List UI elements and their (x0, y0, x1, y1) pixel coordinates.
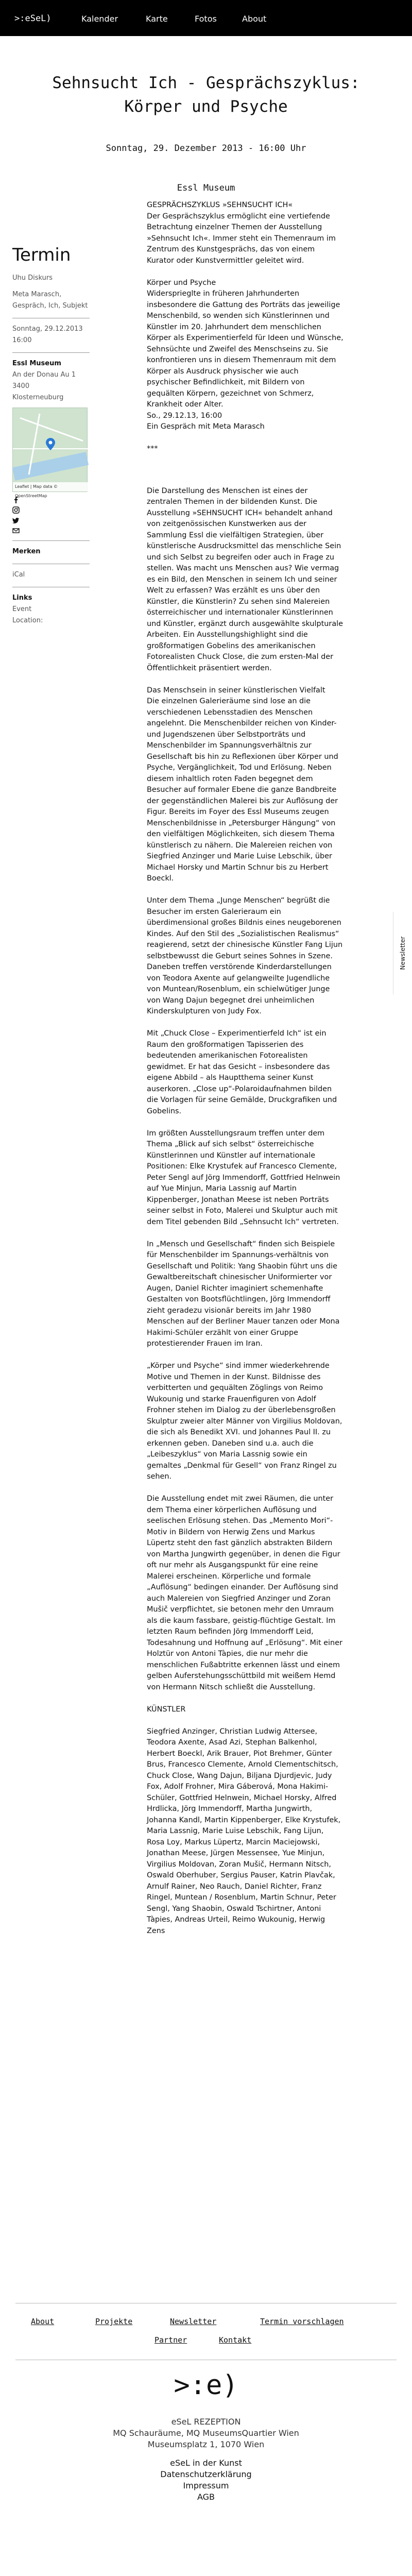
paragraph-chuck-close: Mit „Chuck Close – Experimentierfeld Ich“ ist ein Raum den großformatigen Tapisserien des bedeutenden amerikanischen Fotorealisten gewidmet. Er hat das Gesicht – insbesondere das eigene Abbild – als Hauptthema seiner Kunst auserkoren. „Close up“-Polaroidaufnahmen bilden die Vorlagen für seine Gemälde, Druckgrafiken und Gobelins. (147, 1029, 337, 1115)
location-map[interactable] (12, 408, 88, 498)
footer-link-partner[interactable]: Partner (154, 2335, 187, 2345)
footer-info (0, 2416, 412, 2503)
event-date: Sonntag, 29. Dezember 2013 - 16:00 Uhr (106, 143, 306, 154)
nav-karte[interactable]: Karte (146, 14, 168, 24)
artists-heading: KÜNSTLER (147, 1705, 186, 1714)
paragraph-koerper-psyche: Körper und Psyche Widersprieglte in früheren Jahrhunderten insbesondere die Gattung des Porträts das jeweilige Menschenbild, so wenden sich Künstlerinnen und Künstler im 20. Jahrhundert dem menschlichen Körper als Experimentierfeld für Ideen und Wünsche, Sehnsüchte und Zweifel des Menschseins zu. Sie konfrontieren uns in diesem Themenraum mit dem Körper als Ausdruck physischer wie auch psychischer Befindlichkeit, mit Bildern von gequälten Körpern, gezeichnet von Schmerz, Krankheit oder Alter. So., 29.12.13, 16:00 Ein Gespräch mit Meta Marasch (147, 278, 344, 431)
map-marker-icon[interactable] (46, 438, 55, 450)
nav-about[interactable]: About (242, 14, 267, 24)
newsletter-tab-label: Newsletter (399, 936, 406, 970)
paragraph-intro: GESPRÄCHSZYKLUS »SEHNSUCHT ICH« Der Gesprächszyklus ermöglicht eine vertiefende Betrachtung einzelner Themen der Ausstellung »Sehnsucht Ich«. Immer steht ein Themenraum im Zentrum des Kunstgesprächs, das von einem Kurator oder Kunstvermittler geleitet wird. (147, 201, 336, 265)
footer-link-termin-vorschlagen[interactable]: Termin vorschlagen (260, 2317, 344, 2326)
bookmark-label[interactable]: Merken (12, 548, 41, 555)
social-icons (12, 496, 90, 534)
instagram-icon[interactable] (12, 506, 20, 514)
footer-link-about[interactable]: About (31, 2317, 55, 2326)
footer-org-name: eSeL REZEPTION (171, 2417, 241, 2427)
sidebar-time: Uhu Diskurs (12, 274, 53, 282)
map-attribution[interactable]: Leaflet | Map data © OpenStreetMap (13, 482, 88, 492)
event-link[interactable]: Event (12, 605, 32, 613)
links-heading: Links (12, 594, 32, 602)
event-description (147, 200, 344, 1948)
sidebar-venue-name[interactable]: Essl Museum (12, 360, 61, 367)
footer-link-agb[interactable]: AGB (197, 2492, 215, 2502)
paragraph-mensch-gesellschaft: In „Mensch und Gesellschaft“ finden sich Beispiele für Menschenbilder im Spannungs-verhältnis von Gesellschaft und Politik: Yang Shaobin führt uns die Gewaltbereitschaft chinesischer Uniformierter vor Augen, Daniel Richter imaginiert schemenhafte Gestalten von Bootsflüchtlingen, Jörg Immendorff zieht geradezu visionär bereits im Jahr 1980 Menschen auf der Berliner Mauer tanzen oder Mona Hakimi-Schüler erzählt von einer Gruppe protestierender Frauen im Iran. (147, 1240, 340, 1348)
footer-logo[interactable]: >:e) (174, 2370, 238, 2401)
paragraph-vielfalt: Das Menschsein in seiner künstlerischen Vielfalt Die einzelnen Galerieräume sind lose an die verschiedenen Lebensstadien des Menschen angelehnt. Die Menschenbilder reichen von Kinder- und Jugendszenen über Selbstporträts und Menschenbilder im Spannungsverhältnis zur Gesellschaft bis hin zu Reflexionen über Körper und Psyche, Vergänglichkeit, Tod und Erlösung. Neben diesem inhaltlich roten Faden begegnet dem Besucher auf formaler Ebene die ganze Bandbreite der gegenständlichen Malerei bis zur Auflösung der Figur. Bereits im Foyer des Essl Museums zeugen Menschenbildnisse in „Petersburger Hängung“ von den vielfältigen Möglichkeiten, sich diesem Thema künstlerisch zu nähern. Die Malereien reichen von Siegfried Anzinger und Marie Luise Lebschik, über Michael Horsky und Martin Schnur bis zu Herbert Boeckl. (147, 686, 338, 883)
footer-link-impressum[interactable]: Impressum (183, 2481, 229, 2490)
footer-links (0, 2312, 412, 2353)
footer-address-line-1: MQ Schauräume, MQ MuseumsQuartier Wien (113, 2428, 299, 2438)
email-icon[interactable] (12, 527, 20, 534)
event-sidebar (12, 245, 90, 626)
event-title (0, 71, 412, 118)
top-navigation-bar (0, 0, 412, 36)
paragraph-ausstellung-endet: Die Ausstellung endet mit zwei Räumen, die unter dem Thema einer körperlichen Auflösung und seelischen Erlösung stehen. Das „Memento Mori“-Motiv in Bildern von Herwig Zens und Markus Lüpertz steht den fast gänzlich abstrakten Bildern von Martha Jungwirth gegenüber, in denen die Figur oft nur mehr als Ausgangspunkt für eine reine Malerei erscheinen. Körperliche und formale „Auflösung“ bedingen einander. Der Auflösung sind auch Malereien von Siegfried Anzinger und Zoran Mušič verpflichtet, sie betonen mehr den Umraum als die kaum fassbare, geistig-flüchtige Gestalt. Im letzten Raum befinden Jörg Immendorff Leid, Todesahnung und Hoffnung auf „Erlösung“. Mit einer Holztür von Antoni Tàpies, die nur mehr die menschlichen Fußabtritte erkennen lässt und einem gelben Auferstehungsschüttbild mit weißem Hemd von Hermann Nitsch schließt die Ausstellung. (147, 1495, 342, 1691)
sidebar-address-line-2: 3400 (12, 382, 30, 390)
divider (12, 540, 90, 541)
paragraph-exhibition: Die Darstellung des Menschen ist eines der zentralen Themen in der bildenden Kunst. Die Ausstellung »SEHNSUCHT ICH« behandelt anhand von zeitgenössischen Kunstwerken aus der Sammlung Essl die vielfältigen Strategien, über künstlerische Ausdrucksmittel das menschliche Sein und sich Selbst zu begreifen oder auch in Frage zu stellen. Was macht uns Menschen aus? Wie vermag es ein Bild, den Menschen in seinem Ich und seiner Welt zu erfassen? Was erzählt es uns über den Künstler, die Künstlerin? Zu sehen sind Malereien österreichischer und internationaler Künstlerinnen und Künstler, ergänzt durch ausgewählte skulpturale Arbeiten. Ein Ausstellungshighlight sind die großformatigen Gobelins des amerikanischen Fotorealisten Chuck Close, die zum ersten-Mal der Öffentlichkeit präsentiert werden. (147, 486, 343, 672)
venue-link[interactable]: Essl Museum (177, 183, 235, 193)
artists-list: Siegfried Anzinger, Christian Ludwig Attersee, Teodora Axente, Asad Azi, Stephan Balkenhol, Herbert Boeckl, Arik Brauer, Piot Brehmer, Günter Brus, Francesco Clemente, Arnold Clementschitsch, Chuck Close, Wang Dajun, Biljana Djurdjevic, Judy Fox, Adolf Frohner, Mira Gáberová, Mona Hakimi-Schüler, Gottfried Helnwein, Michael Horsky, Alfred Hrdlicka, Jörg Immendorff, Martha Jungwirth, Johanna Kandl, Martin Kippenberger, Elke Krystufek, Maria Lassnig, Marie Luise Lebschik, Fang Lijun, Rosa Loy, Markus Lüpertz, Marcin Maciejowski, Jonathan Meese, Jürgen Messensee, Yue Minjun, Virgilius Moldovan, Zoran Mušič, Hermann Nitsch, Oswald Oberhuber, Sergius Pauser, Katrin Plavčak, Arnulf Rainer, Neo Rauch, Daniel Richter, Franz Ringel, Muntean / Rosenblum, Martin Schnur, Peter Sengl, Yang Shaobin, Oswald Tschirtner, Antoni Tàpies, Andreas Urteil, Reimo Wukounig, Herwig Zens (147, 1727, 341, 1935)
separator-stars: *** (147, 445, 158, 453)
ical-link[interactable]: iCal (12, 571, 25, 579)
footer-address-line-2: Museumsplatz 1, 1070 Wien (147, 2439, 265, 2449)
footer-link-projekte[interactable]: Projekte (95, 2317, 133, 2326)
footer-link-esel-in-der-kunst[interactable]: eSeL in der Kunst (170, 2458, 242, 2468)
sidebar-datetime: Sonntag, 29.12.2013 16:00 (12, 325, 83, 344)
event-title-line-2: Körper und Psyche (124, 97, 288, 116)
map-river (12, 452, 89, 481)
newsletter-side-tab[interactable] (393, 912, 412, 994)
sidebar-address-line-3: Klosterneuburg (12, 394, 64, 401)
sidebar-tags[interactable]: Meta Marasch, Gespräch, Ich, Subjekt (12, 291, 88, 310)
nav-fotos[interactable]: Fotos (195, 14, 217, 24)
sidebar-heading: Termin (12, 245, 71, 265)
footer-link-datenschutz[interactable]: Datenschutzerklärung (160, 2469, 252, 2479)
footer-link-kontakt[interactable]: Kontakt (219, 2335, 252, 2345)
sidebar-address-line-1: An der Donau Au 1 (12, 371, 76, 379)
location-link[interactable]: Location: (12, 617, 43, 624)
paragraph-junge-menschen: Unter dem Thema „Junge Menschen“ begrüßt die Besucher im ersten Galerieraum ein überdimensional großes Bildnis eines neugeborenen Kindes. Auf den Stil des „Sozialistischen Realismus“ reagierend, setzt der chinesische Künstler Fang Lijun selbstbewusst die Geburt seines Sohnes in Szene. Daneben treffen verstörende Kinderdarstellungen von Teodora Axente auf gelangweilte Jugendliche von Muntean/Rosenblum, ein schielwütiger Junge von Wang Dajun begegnet drei unheimlichen Kinderskulpturen von Judy Fox. (147, 896, 343, 1015)
divider (12, 352, 90, 353)
event-title-line-1: Sehnsucht Ich - Gesprächszyklus: (52, 74, 360, 92)
paragraph-koerper-und-psyche: „Körper und Psyche“ sind immer wiederkehrende Motive und Themen in der Kunst. Bildnisse des verbitterten und gequälten Zöglings von Reimo Wukounig und starke Frauenfiguren von Adolf Frohner stehen im Dialog zu der überlebensgroßen Skulptur zweier alter Männer von Virgilius Moldovan, die sich als Benedikt XVI. und Johannes Paul II. zu erkennen geben. Daneben sind u.a. auch die „Leibeszyklus“ von Maria Lassnig sowie ein gemaltes „Denkmal für Gesell“ von Franz Ringel zu sehen. (147, 1362, 342, 1481)
paragraph-blick-auf-sich: Im größten Ausstellungsraum treffen unter dem Thema „Blick auf sich selbst“ österreichische Künstlerinnen und Künstler auf internationale Positionen: Elke Krystufek auf Francesco Clemente, Peter Sengl auf Jörg Immendorff, Gottfried Helnwein auf Yue Minjun, Maria Lassnig auf Martin Kippenberger, Jonathan Meese ist neben Porträts seiner selbst in Foto, Malerei und Skulptur auch mit dem Titel gebenden Bild „Sehnsucht Ich“ vertreten. (147, 1129, 340, 1226)
site-logo[interactable]: >:eSeL) (14, 13, 52, 24)
footer-link-newsletter[interactable]: Newsletter (170, 2317, 217, 2326)
event-venue (0, 183, 412, 193)
nav-kalender[interactable]: Kalender (81, 14, 118, 24)
twitter-icon[interactable] (12, 517, 20, 524)
